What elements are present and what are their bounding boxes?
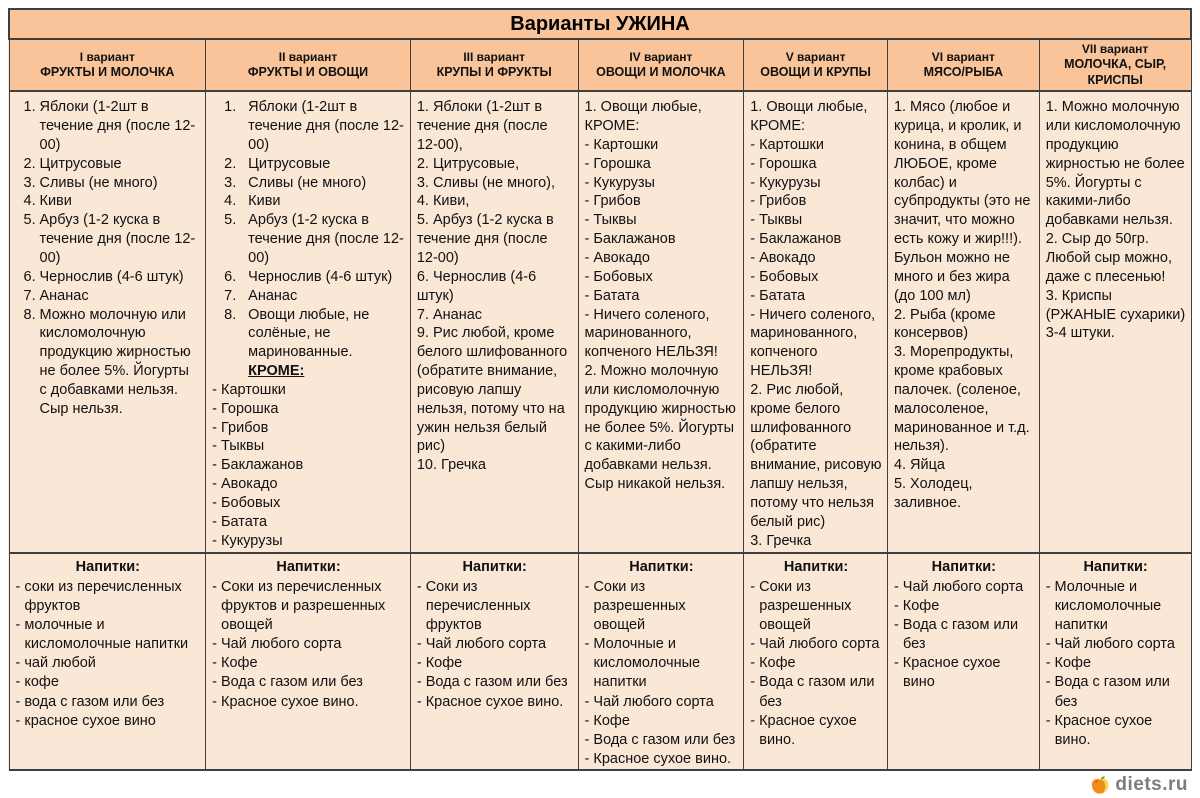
body-line: - Тыквы	[750, 212, 803, 229]
drink-line: - Красное сухое вино.	[212, 693, 359, 710]
item-text: Можно молочную или кисломолочную продукцию жирностью не более 5%. Йогурты с добавками нельзя. Сыр нельзя.	[39, 306, 191, 417]
body-line: 4. Яйца	[893, 457, 945, 474]
variant-label: IV вариант	[629, 49, 693, 64]
body-line: - Авокадо	[584, 250, 650, 266]
body-line	[16, 306, 201, 419]
drinks-cell-variant-3	[410, 553, 578, 770]
category-label: ФРУКТЫ И МОЛОЧКА	[40, 64, 175, 79]
body-line	[16, 155, 201, 174]
body-line	[16, 192, 201, 211]
body-line	[212, 268, 405, 287]
category-label: КРУПЫ И ФРУКТЫ	[436, 64, 552, 79]
drinks-cell-variant-7	[1039, 553, 1191, 770]
item-number: 8.	[224, 306, 237, 323]
drink-line: - Чай любого сорта	[416, 636, 547, 653]
drink-line: - Кофе	[1045, 655, 1092, 672]
apple-icon	[1089, 774, 1111, 796]
item-number: 8.	[23, 306, 36, 323]
body-line: - Кукурузы	[750, 174, 821, 191]
drinks-label: Напитки:	[1083, 558, 1148, 575]
body-line: 1. Яблоки (1-2шт в течение дня (после 12-00),	[416, 99, 548, 153]
drink-line: - Кофе	[584, 712, 630, 729]
dinner-options-table	[8, 8, 1192, 771]
item-text: Чернослив (4-6 штук)	[39, 268, 184, 285]
item-number: 3.	[224, 174, 237, 191]
body-line: 2. Рис любой, кроме белого шлифованного (обратите внимание, рисовую лапшу нельзя, потому что нельзя белый рис)	[750, 381, 882, 530]
item-number: 6.	[23, 268, 36, 285]
body-line: - Картошки	[750, 136, 824, 153]
header-cell-variant-6	[887, 39, 1039, 91]
body-cell-variant-7	[1039, 91, 1191, 552]
body-line: - Авокадо	[750, 250, 816, 266]
body-line: 1. Овощи любые, КРОМЕ:	[750, 99, 868, 135]
item-number: 2.	[224, 155, 237, 172]
body-line: - Грибов	[584, 193, 641, 210]
drink-line: - Красное сухое вино.	[416, 693, 564, 710]
body-line: - Батата	[584, 287, 640, 304]
body-line	[212, 98, 405, 155]
body-line: - Авокадо	[212, 476, 278, 493]
item-text: Яблоки (1-2шт в течение дня (после 12-00)	[248, 99, 404, 153]
variant-label: III вариант	[463, 49, 526, 64]
drink-line: - Вода с газом или без	[893, 617, 1019, 653]
item-number: 3.	[23, 174, 36, 191]
drinks-label: Напитки:	[276, 558, 341, 575]
category-label: ОВОЩИ И МОЛОЧКА	[596, 64, 726, 79]
body-line: 1. Можно молочную или кисломолочную продукцию жирностью не более 5%. Йогурты с какими-либо добавками нельзя.	[1045, 99, 1185, 229]
body-line: - Бобовых	[212, 494, 281, 511]
body-line: 3. Гречка	[750, 532, 812, 549]
drink-line: - Соки из перечисленных фруктов	[416, 578, 531, 633]
drink-line: - Красное сухое вино	[893, 655, 1001, 691]
item-number: 7.	[23, 287, 36, 304]
body-line: - Горошка	[584, 155, 651, 172]
drink-line: - Соки из разрешенных овощей	[584, 578, 686, 633]
body-line: 5. Холодец, заливное.	[893, 476, 973, 511]
body-line: 9. Рис любой, кроме белого шлифованного (обратите внимание, рисовую лапшу нельзя, потому что на ужин нельзя белый рис)	[416, 325, 568, 455]
item-text: Яблоки (1-2шт в течение дня (после 12-00)	[39, 99, 196, 153]
item-number: 6.	[224, 268, 237, 285]
item-text: Ананас	[248, 287, 298, 304]
body-line: - Баклажанов	[212, 457, 304, 474]
body-line: 2. Цитрусовые,	[416, 155, 520, 172]
item-number: 4.	[224, 193, 237, 210]
body-line: - Картошки	[212, 381, 286, 398]
item-text: Арбуз (1-2 куска в течение дня (после 12-00)	[39, 212, 196, 266]
drinks-cell-variant-2	[206, 553, 411, 770]
body-line: - Тыквы	[584, 212, 637, 229]
body-line: 4. Киви,	[416, 193, 470, 210]
body-line: - Батата	[750, 287, 806, 304]
drink-line: - Чай любого сорта	[750, 636, 880, 653]
category-label: ОВОЩИ И КРУПЫ	[760, 64, 871, 79]
body-line	[212, 192, 405, 211]
body-cell-variant-3	[410, 91, 578, 552]
body-line: 2. Рыба (кроме консервов)	[893, 306, 996, 342]
body-cell-variant-4	[578, 91, 744, 552]
body-line: - Кукурузы	[584, 174, 655, 191]
drink-line: - Вода с газом или без	[416, 674, 568, 691]
body-line: - Бобовых	[584, 268, 653, 285]
item-text: Киви	[248, 193, 281, 210]
drinks-cell-variant-4	[578, 553, 744, 770]
drink-line: - Вода с газом или без	[750, 674, 875, 710]
drink-line: - Красное сухое вино.	[1045, 712, 1153, 748]
body-line	[16, 268, 201, 287]
item-number: 2.	[23, 155, 36, 172]
drinks-label: Напитки:	[75, 558, 140, 575]
item-number: 7.	[224, 287, 237, 304]
item-text: Цитрусовые	[39, 155, 122, 172]
footer	[8, 771, 1192, 798]
body-line: - Горошка	[750, 155, 817, 172]
body-line: 2. Сыр до 50гр. Любой сыр можно, даже с плесенью!	[1045, 231, 1173, 285]
variant-label: V вариант	[785, 49, 846, 64]
variant-label: VI вариант	[931, 49, 995, 64]
drink-line: - Вода с газом или без	[584, 731, 736, 748]
drink-line: - Соки из разрешенных овощей	[750, 578, 852, 633]
drink-line: - кофе	[15, 674, 59, 691]
drinks-label: Напитки:	[783, 558, 849, 575]
drink-line: - Молочные и кисломолочные напитки	[584, 636, 701, 691]
body-cell-variant-2	[206, 91, 411, 552]
item-number: 5.	[23, 212, 36, 229]
body-line	[16, 211, 201, 268]
body-line: 6. Чернослив (4-6 штук)	[416, 268, 537, 304]
body-line: - Картошки	[584, 136, 659, 153]
item-text: Сливы (не много)	[248, 174, 367, 191]
body-cell-variant-5	[744, 91, 888, 552]
drink-line: - Соки из перечисленных фруктов и разрешенных овощей	[212, 578, 386, 633]
drink-line: - вода с газом или без	[15, 693, 165, 710]
body-cell-variant-6	[887, 91, 1039, 552]
drink-line: - молочные и кисломолочные напитки	[15, 617, 189, 653]
logo-text: diets.ru	[1115, 773, 1188, 795]
drink-line: - Чай любого сорта	[584, 693, 714, 710]
item-number: 5.	[224, 212, 237, 229]
drink-line: - Вода с газом или без	[1045, 674, 1170, 710]
page-title: Варианты УЖИНА	[9, 9, 1191, 39]
body-line: - Ничего соленого, маринованного, копченого НЕЛЬЗЯ!	[750, 306, 876, 380]
drink-line: - Кофе	[750, 655, 796, 672]
category-label: МОЛОЧКА, СЫР, КРИСПЫ	[1064, 57, 1167, 87]
body-line: - Горошка	[212, 400, 279, 417]
body-line: 2. Можно молочную или кисломолочную продукцию жирностью не более 5%. Йогурты с какими-либо добавками нельзя. Сыр никакой нельзя.	[584, 363, 736, 493]
body-line: - Кукурузы	[212, 532, 283, 549]
item-text: Цитрусовые	[248, 155, 331, 172]
item-text: Арбуз (1-2 куска в течение дня (после 12-00)	[248, 212, 404, 266]
diets-logo[interactable]	[1089, 774, 1188, 796]
category-label: ФРУКТЫ И ОВОЩИ	[247, 64, 369, 79]
drink-line: - Чай любого сорта	[1045, 636, 1175, 653]
drinks-label: Напитки:	[462, 558, 527, 575]
variant-label: VII вариант	[1081, 42, 1149, 56]
body-line	[212, 211, 405, 268]
krome-heading: КРОМЕ:	[248, 363, 305, 380]
drinks-label: Напитки:	[931, 558, 996, 575]
body-line: 5. Арбуз (1-2 куска в течение дня (после 12-00)	[416, 212, 554, 266]
drink-line: - Кофе	[212, 655, 258, 672]
item-number: 4.	[23, 193, 36, 210]
body-line: 3. Сливы (не много),	[416, 174, 556, 191]
drink-line: - Вода с газом или без	[212, 674, 363, 691]
body-line: - Батата	[212, 513, 268, 530]
drinks-cell-variant-6	[887, 553, 1039, 770]
body-line: - Ничего соленого, маринованного, копченого НЕЛЬЗЯ!	[584, 306, 718, 361]
body-line: - Бобовых	[750, 268, 819, 285]
header-cell-variant-7	[1039, 39, 1191, 91]
body-line: 1. Овощи любые, КРОМЕ:	[584, 99, 702, 135]
body-line	[16, 287, 201, 306]
body-line	[212, 287, 405, 306]
item-text: Ананас	[39, 287, 89, 304]
header-cell-variant-4	[578, 39, 744, 91]
header-cell-variant-5	[744, 39, 888, 91]
item-text: Киви	[39, 193, 72, 210]
header-cell-variant-3	[410, 39, 578, 91]
drinks-cell-variant-1	[9, 553, 206, 770]
body-line: 10. Гречка	[416, 457, 486, 474]
variant-label: II вариант	[278, 49, 338, 64]
item-number: 1.	[23, 99, 36, 116]
item-number: 1.	[224, 99, 237, 116]
body-line: - Баклажанов	[584, 231, 676, 248]
body-line: - Баклажанов	[750, 231, 842, 248]
header-row	[9, 39, 1191, 91]
item-text: Сливы (не много)	[39, 174, 158, 191]
drink-line: - Чай любого сорта	[212, 636, 342, 653]
drinks-row	[9, 553, 1191, 770]
drinks-label: Напитки:	[629, 558, 694, 575]
header-cell-variant-1	[9, 39, 206, 91]
body-line	[212, 306, 405, 363]
title-row	[9, 9, 1191, 39]
body-cell-variant-1	[9, 91, 206, 552]
variant-label: I вариант	[79, 49, 135, 64]
body-line: 1. Мясо (любое и курица, и кролик, и конина, в общем ЛЮБОЕ, кроме колбас) и субпродукты (это не значит, что можно есть кожу и жир!!!). Бульон можно не много и без жира (до 100 мл)	[893, 99, 1031, 304]
drink-line: - чай любой	[15, 655, 96, 672]
drink-line: - соки из перечисленных фруктов	[15, 578, 182, 614]
body-line: 3. Морепродукты, кроме крабовых палочек. (соленое, малосоленое, маринованное и т.д. нельзя).	[893, 344, 1030, 455]
body-line: - Грибов	[212, 419, 269, 436]
drink-line: - Красное сухое вино.	[584, 750, 732, 767]
body-line	[212, 155, 405, 174]
category-label: МЯСО/РЫБА	[923, 64, 1004, 79]
header-cell-variant-2	[206, 39, 411, 91]
body-line: - Тыквы	[212, 438, 265, 455]
body-line	[16, 98, 201, 155]
drink-line: - красное сухое вино	[15, 712, 156, 729]
item-text: Чернослив (4-6 штук)	[248, 268, 393, 285]
body-row	[9, 91, 1191, 552]
drink-line: - Молочные и кисломолочные напитки	[1045, 578, 1162, 633]
body-line	[16, 174, 201, 193]
drinks-cell-variant-5	[744, 553, 888, 770]
body-line: - Грибов	[750, 193, 807, 210]
body-line: 7. Ананас	[416, 306, 483, 323]
drink-line: - Кофе	[893, 597, 940, 614]
drink-line: - Чай любого сорта	[893, 578, 1024, 595]
item-text: Овощи любые, не солёные, не маринованные.	[248, 306, 370, 361]
drink-line: - Красное сухое вино.	[750, 712, 857, 748]
drink-line: - Кофе	[416, 655, 463, 672]
body-line	[212, 174, 405, 193]
body-line: 3. Криспы (РЖАНЫЕ сухарики) 3-4 штуки.	[1045, 287, 1186, 342]
